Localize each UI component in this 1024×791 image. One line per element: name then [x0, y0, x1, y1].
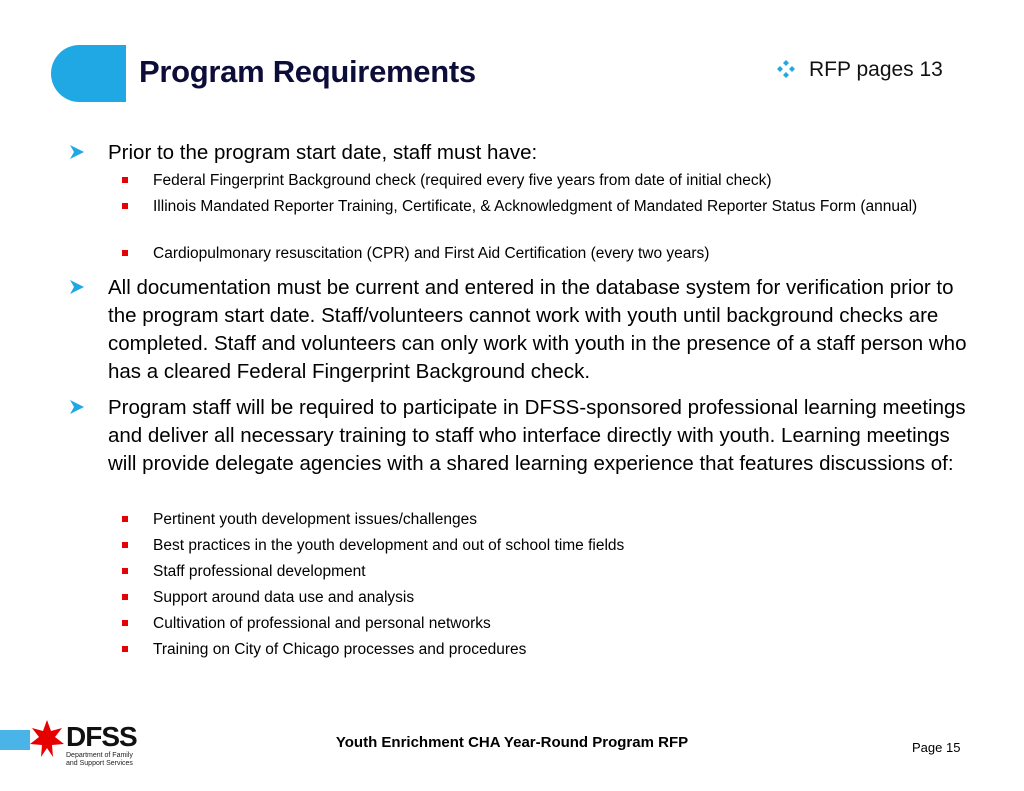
rfp-reference [776, 58, 943, 82]
page-number: Page 15 [912, 740, 961, 755]
sub-bullet-3-2: Best practices in the youth development and out of school time fields [153, 537, 625, 554]
arrow-bullet-icon [68, 398, 86, 416]
dfss-logo-text: DFSS [66, 721, 137, 752]
square-bullet-icon [122, 516, 128, 522]
sub-bullet-3-3: Staff professional development [153, 563, 366, 580]
sub-bullet-3-4: Support around data use and analysis [153, 589, 415, 606]
square-bullet-icon [122, 203, 128, 209]
footer-title: Youth Enrichment CHA Year-Round Program RFP [335, 734, 689, 751]
rfp-reference-text: RFP pages 13 [809, 58, 943, 81]
four-diamonds-icon [776, 59, 796, 79]
square-bullet-icon [122, 620, 128, 626]
square-bullet-icon [122, 594, 128, 600]
square-bullet-icon [122, 250, 128, 256]
sub-bullet-1-1: Federal Fingerprint Background check (required every five years from date of initial check) [153, 172, 772, 189]
page-title: Program Requirements [139, 54, 476, 89]
sub-bullet-1-3: Cardiopulmonary resuscitation (CPR) and First Aid Certification (every two years) [153, 245, 710, 262]
arrow-bullet-icon [68, 143, 86, 161]
sub-bullet-1-2: Illinois Mandated Reporter Training, Certificate, & Acknowledgment of Mandated Reporter Status Form (annual) [153, 198, 918, 215]
square-bullet-icon [122, 568, 128, 574]
bullet-3-text: Program staff will be required to participate in DFSS-sponsored professional learning meetings and deliver all necessary training to staff who interface directly with youth. Learning meetings will provide delegate agencies with a shared learning experience that features discussions of: [108, 396, 966, 475]
arrow-bullet-icon [68, 278, 86, 296]
sub-bullet-3-6: Training on City of Chicago processes and procedures [153, 641, 527, 658]
square-bullet-icon [122, 646, 128, 652]
square-bullet-icon [122, 542, 128, 548]
sub-bullet-3-1: Pertinent youth development issues/challenges [153, 511, 477, 528]
sub-bullet-3-5: Cultivation of professional and personal networks [153, 615, 491, 632]
bullet-2-text: All documentation must be current and entered in the database system for verification prior to the program start date. Staff/volunteers cannot work with youth until background checks are completed. Staff and volunteers can only work with youth in the presence of a staff person who has a cleared Federal Fingerprint Background check. [108, 276, 967, 383]
title-accent-block [51, 45, 126, 102]
bullet-1-text: Prior to the program start date, staff must have: [108, 141, 538, 164]
square-bullet-icon [122, 177, 128, 183]
dfss-logo-subtitle: Department of Family and Support Services [66, 752, 133, 767]
